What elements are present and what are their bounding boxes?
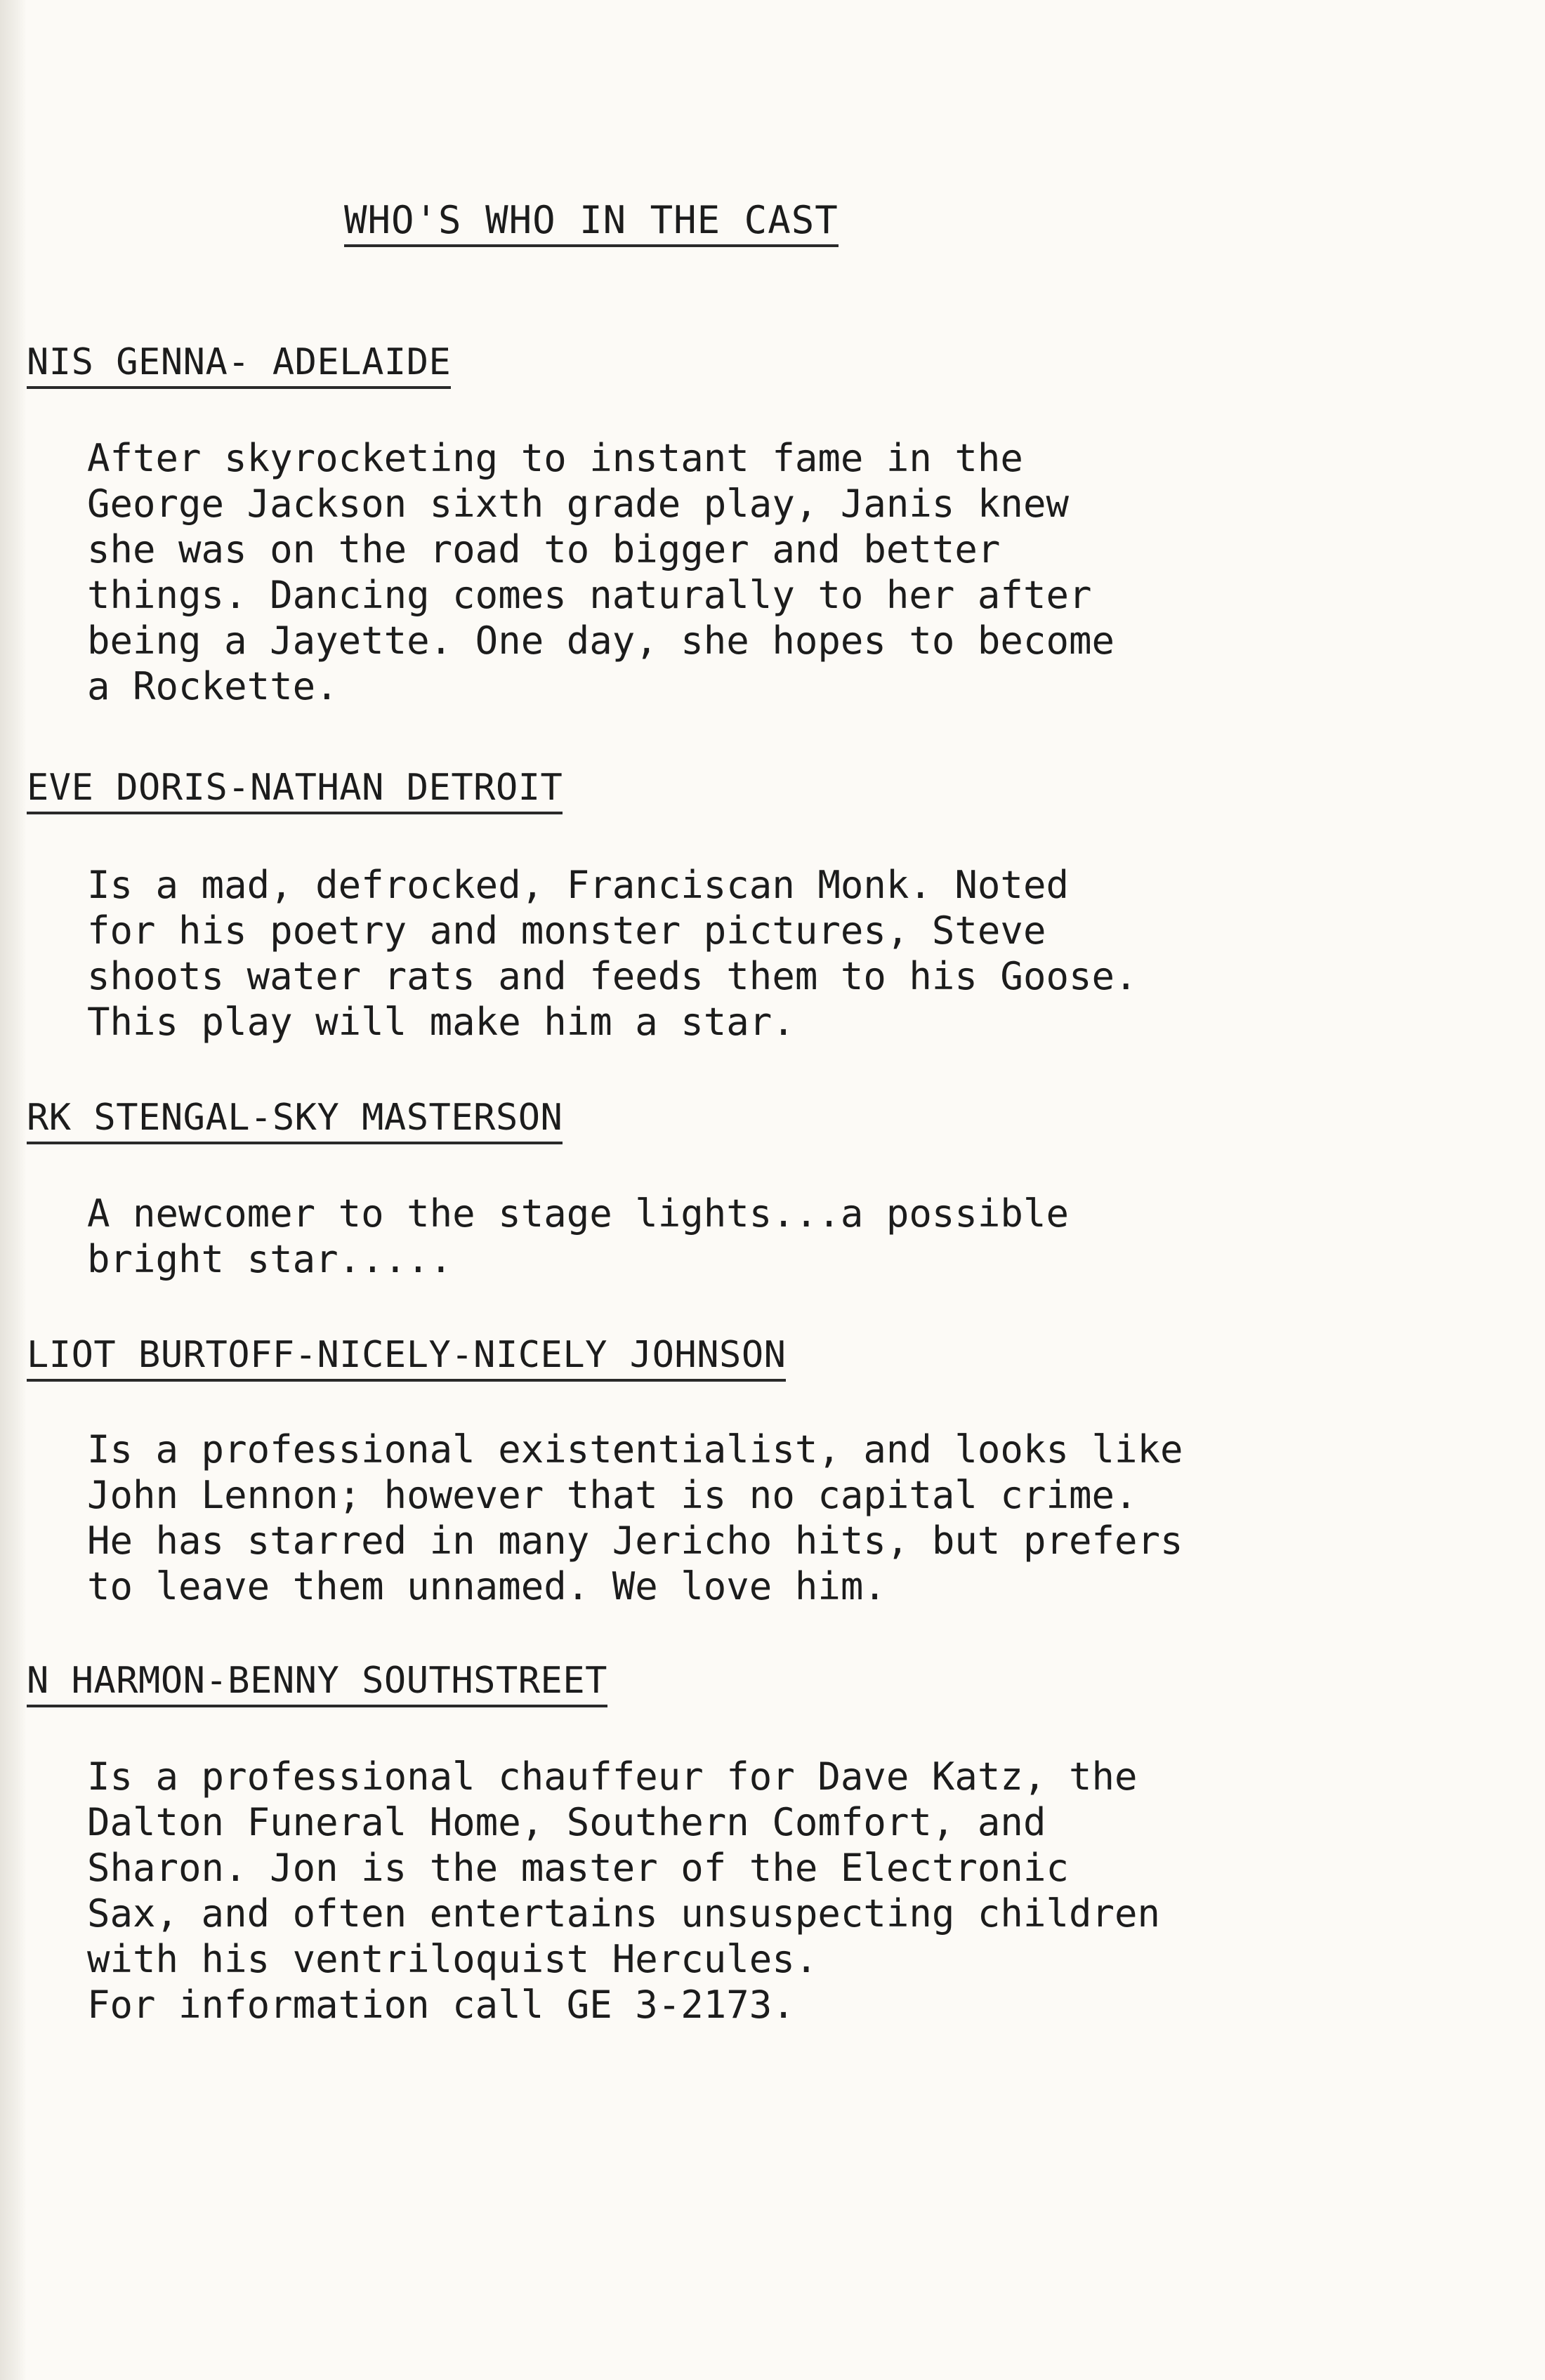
cast-heading-nicely-johnson: LIOT BURTOFF-NICELY-NICELY JOHNSON <box>27 1333 786 1382</box>
bio-line: Dalton Funeral Home, Southern Comfort, and <box>87 1800 1046 1844</box>
bio-line: This play will make him a star. <box>87 1000 795 1044</box>
bio-line: Sharon. Jon is the master of the Electronic <box>87 1846 1069 1890</box>
bio-line: a Rockette. <box>87 664 338 708</box>
cast-heading-nathan-detroit: EVE DORIS-NATHAN DETROIT <box>27 765 563 814</box>
bio-line: Is a professional chauffeur for Dave Katz, the <box>87 1754 1138 1799</box>
bio-line: being a Jayette. One day, she hopes to become <box>87 619 1115 663</box>
bio-line: George Jackson sixth grade play, Janis knew <box>87 482 1069 526</box>
page-title: WHO'S WHO IN THE CAST <box>344 198 839 247</box>
bio-line: John Lennon; however that is no capital crime. <box>87 1473 1138 1517</box>
bio-line: Is a mad, defrocked, Franciscan Monk. Noted <box>87 863 1069 907</box>
bio-line: things. Dancing comes naturally to her after <box>87 573 1092 617</box>
bio-line: He has starred in many Jericho hits, but prefers <box>87 1519 1183 1563</box>
page-edge-shadow <box>0 0 27 2380</box>
bio-line: she was on the road to bigger and better <box>87 527 1001 571</box>
bio-line: for his poetry and monster pictures, Steve <box>87 908 1046 953</box>
bio-line: Is a professional existentialist, and looks like <box>87 1427 1183 1472</box>
bio-line: with his ventriloquist Hercules. <box>87 1937 818 1981</box>
bio-line: to leave them unnamed. We love him. <box>87 1564 886 1608</box>
cast-bio-sky-masterson <box>87 1191 1492 1282</box>
contact-line: For information call GE 3-2173. <box>87 1983 795 2027</box>
cast-bio-adelaide <box>87 435 1492 709</box>
bio-line: Sax, and often entertains unsuspecting children <box>87 1891 1161 1936</box>
bio-line: After skyrocketing to instant fame in the <box>87 436 1023 480</box>
cast-heading-sky-masterson: RK STENGAL-SKY MASTERSON <box>27 1095 563 1144</box>
cast-heading-benny-southstreet: N HARMON-BENNY SOUTHSTREET <box>27 1658 607 1707</box>
bio-line: shoots water rats and feeds them to his Goose. <box>87 954 1138 998</box>
bio-line: bright star..... <box>87 1237 453 1281</box>
bio-line: A newcomer to the stage lights...a possible <box>87 1191 1069 1236</box>
cast-bio-benny-southstreet <box>87 1754 1492 2028</box>
cast-heading-adelaide: NIS GENNA- ADELAIDE <box>27 340 451 389</box>
cast-bio-nicely-johnson <box>87 1427 1492 1609</box>
cast-bio-nathan-detroit <box>87 862 1492 1045</box>
